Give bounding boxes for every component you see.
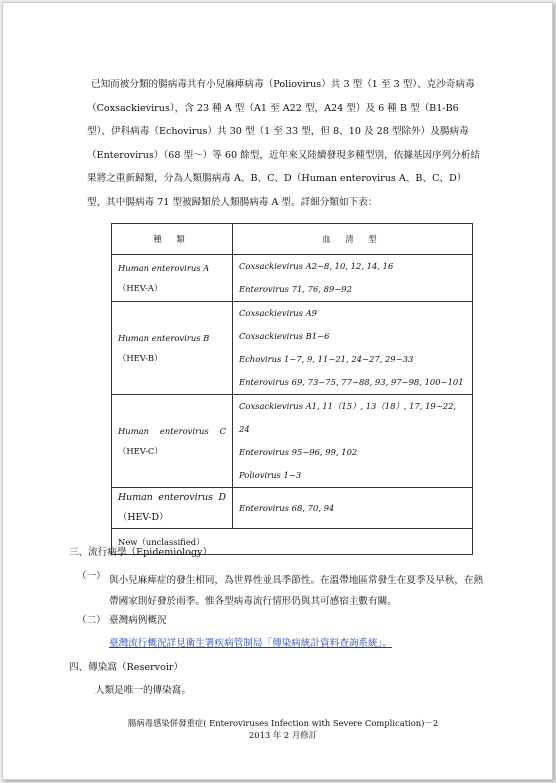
species-abbr: （HEV-D） <box>118 512 169 523</box>
table-row-hev-a <box>112 255 473 302</box>
serotype-cell <box>233 395 473 488</box>
serotype-line: Echovirus 1~7, 9, 11~21, 24~27, 29~33 <box>239 354 414 364</box>
item1-label: （一） <box>77 571 106 582</box>
item2-label: （二） <box>77 615 106 626</box>
section-epidemiology-title: 三、流行病學（Epidemiology） <box>69 547 213 558</box>
unclassified-cell: New（unclassified） <box>112 529 473 555</box>
serotype-cell <box>233 488 473 529</box>
table-row-hev-d <box>112 488 473 529</box>
serotype-line: Enterovirus 68, 70, 94 <box>239 502 335 513</box>
section-reservoir-title: 四、傳染窩（Reservoir） <box>69 662 184 673</box>
document-page <box>2 2 553 780</box>
species-abbr: （HEV-B） <box>118 353 163 363</box>
table-header-row <box>112 224 473 255</box>
serotype-line: Coxsackievirus A9 <box>239 308 318 318</box>
species-abbr: （HEV-C） <box>118 446 163 456</box>
reservoir-text: 人類是唯一的傳染窩。 <box>95 685 191 696</box>
serotype-line: Enterovirus 69, 73~75, 77~88, 93, 97~98, 100~101 <box>239 377 464 387</box>
header-species: 種 類 <box>112 224 233 255</box>
species-name: Human enterovirus B <box>118 333 210 343</box>
serotype-line: Enterovirus 95~96, 99, 102 <box>239 447 358 457</box>
serotype-cell <box>233 302 473 395</box>
serotype-line: Coxsackievirus A1, 11（15）, 13（18）, 17, 19~22, 24 <box>239 401 457 434</box>
serotype-line: Coxsackievirus B1~6 <box>239 331 330 341</box>
serotype-line: Poliovirus 1~3 <box>239 470 302 480</box>
species-name: Human enterovirus D <box>118 492 226 503</box>
species-name: Human enterovirus A <box>118 263 210 273</box>
footer-title: 腸病毒感染併發重症( Enteroviruses Infection with Severe Complication)－2 <box>127 718 439 728</box>
table-row-hev-b <box>112 302 473 395</box>
table-row-hev-c <box>112 395 473 488</box>
species-cell <box>112 488 233 529</box>
item1-text: 與小兒麻痺症的發生相同，為世界性並具季節性。在溫帶地區常發生在夏季及早秋，在熱帶國家則好發於雨季。惟各型病毒流行情形仍與其可感宿主數有關。 <box>109 575 484 607</box>
species-cell <box>112 395 233 488</box>
serotype-cell <box>233 255 473 302</box>
species-cell <box>112 255 233 302</box>
footer-revision-date: 2013 年 2 月修訂 <box>248 730 318 740</box>
page-footer <box>103 717 463 741</box>
species-name: Human enterovirus C <box>118 426 226 436</box>
serotype-line: Coxsackievirus A2~8, 10, 12, 14, 16 <box>239 261 394 271</box>
species-cell <box>112 302 233 395</box>
intro-paragraph: 已知而被分類的腸病毒共有小兒麻痺病毒（Poliovirus）共 3 型（1 至 3 型）、克沙奇病毒（Coxsackievirus），含 23 種 A 型（A1 至 A22 型，A24 型）及 6 種 B 型（B1-B6 型）、伊科病毒（Echovirus）共 30 型（1 至 33 型，但 8、10 及 28 型除外）及腸病毒（Enterovirus）（68 型～）等 60 餘型，近年來又陸續發現多種型別，依據基因序列分析結果將之重新歸類，分為人類腸病毒 A、B、C、D（Human enterovirus A、B、C、D）型，其中腸病毒 71 型被歸類於人類腸病毒 A 型。詳細分類如下表： <box>87 79 481 208</box>
species-abbr: （HEV-A） <box>118 283 163 293</box>
disease-statistics-link[interactable]: 臺灣流行概況詳見衛生署疾病管制局「傳染病統計資料查詢系統」。 <box>109 638 393 649</box>
header-serotype: 血 清 型 <box>233 224 473 255</box>
item2-title: 臺灣病例概況 <box>109 615 167 626</box>
serotype-line: Enterovirus 71, 76, 89~92 <box>239 284 352 294</box>
enterovirus-classification-table <box>111 223 473 555</box>
